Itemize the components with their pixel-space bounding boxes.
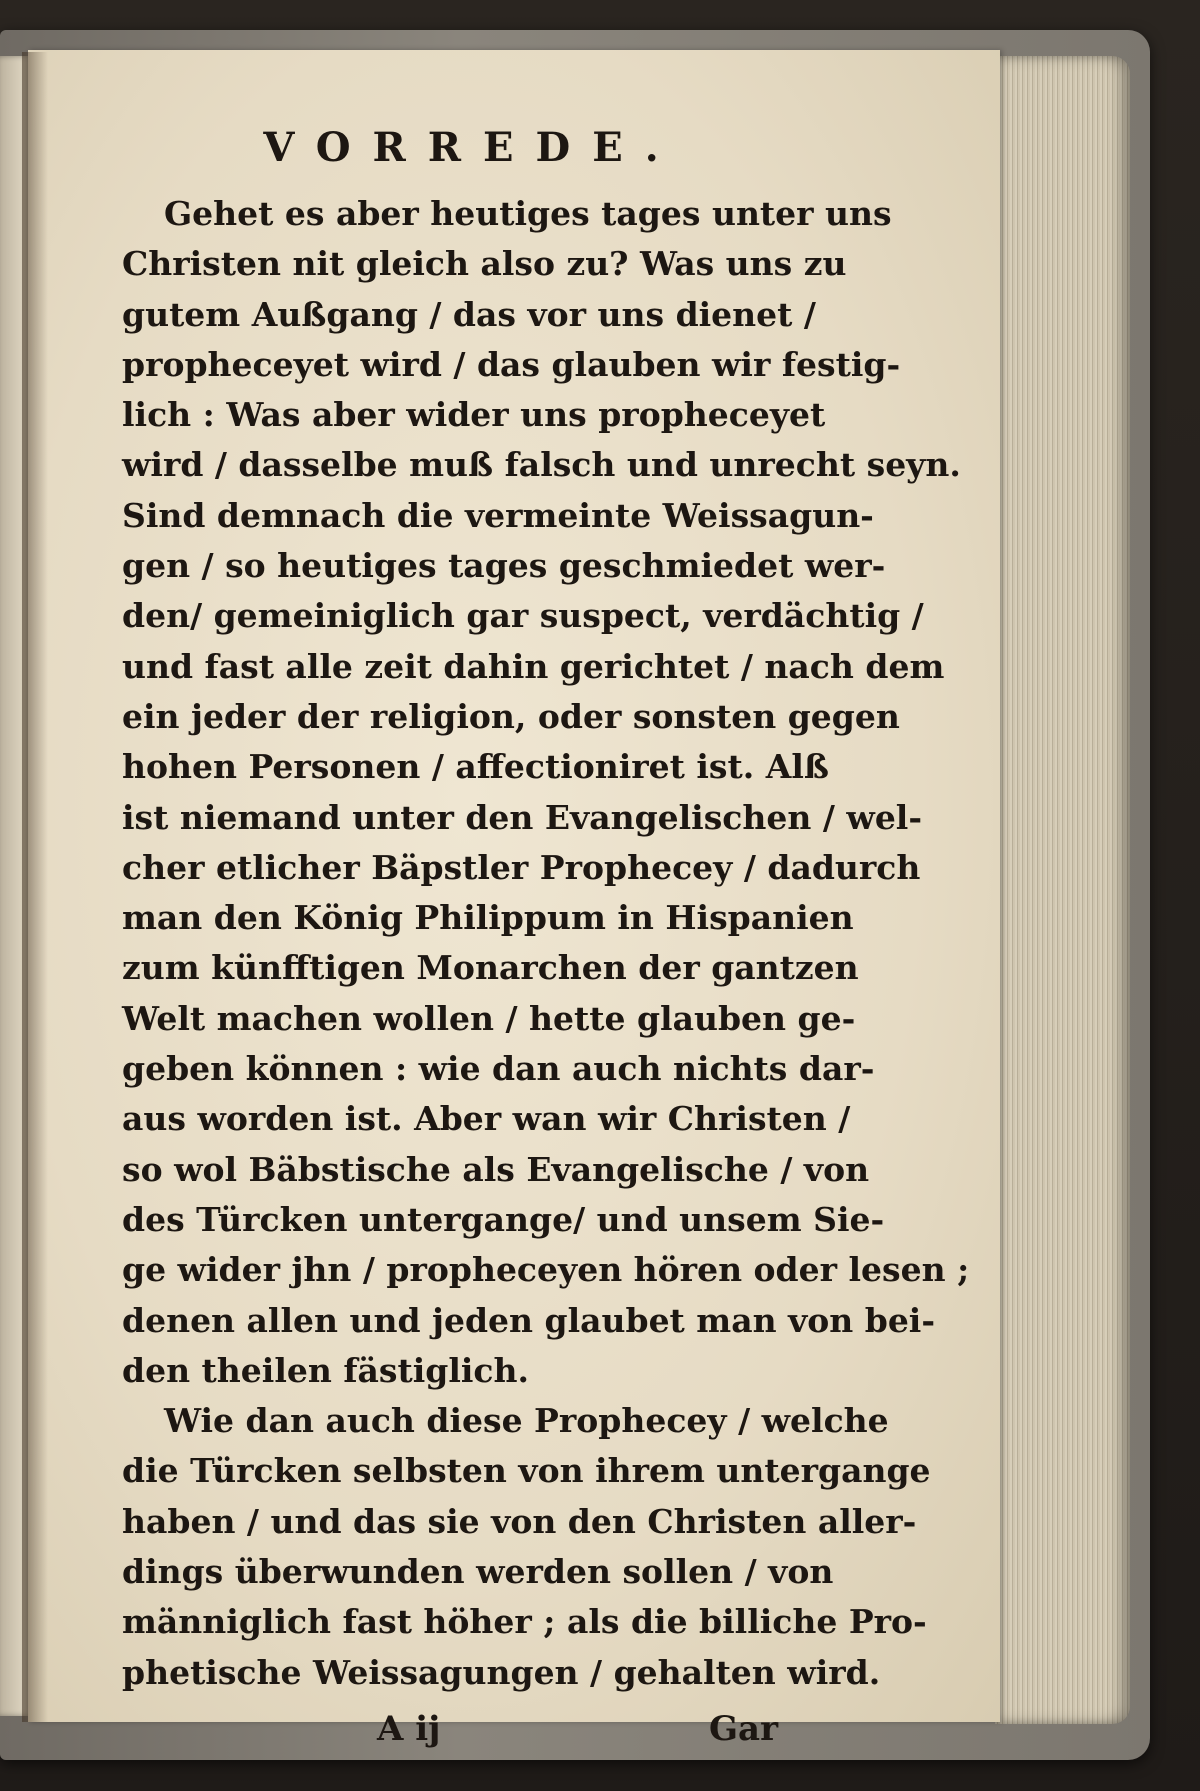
running-header: VORREDE.: [263, 124, 681, 171]
page-block-fore-edge: [995, 56, 1130, 1724]
text-line: und fast alle zeit dahin gerichtet / nach dem: [122, 646, 945, 686]
text-line: denen allen und jeden glaubet man von bei-: [122, 1300, 936, 1340]
text-line: hohen Personen / affectioniret ist. Alß: [122, 747, 829, 787]
text-line: so wol Bäbstische als Evangelische / von: [122, 1149, 870, 1189]
text-line: gutem Außgang / das vor uns dienet /: [122, 294, 816, 334]
text-line: man den König Philippum in Hispanien: [122, 898, 854, 938]
gutter-shadow: [22, 52, 48, 1722]
text-line: den/ gemeiniglich gar suspect, verdächtig /: [122, 596, 924, 636]
page-text: [122, 110, 970, 1754]
text-line: dings überwunden werden sollen / von: [122, 1552, 834, 1592]
text-line: propheceyet wird / das glauben wir festig-: [122, 344, 901, 384]
text-line: Wie dan auch diese Prophecey / welche: [164, 1401, 889, 1441]
text-line: gen / so heutiges tages geschmiedet wer-: [122, 546, 886, 586]
text-line: männiglich fast höher ; als die billiche Pro-: [122, 1602, 927, 1642]
text-line: den theilen fästiglich.: [122, 1350, 529, 1390]
signature-mark: A ij: [377, 1708, 441, 1749]
text-line: zum künfftigen Monarchen der gantzen: [122, 948, 859, 988]
paragraph-1: [122, 189, 970, 1396]
text-line: cher etlicher Bäpstler Prophecey / dadurch: [122, 847, 921, 887]
page-footer: [122, 1704, 782, 1754]
text-line: Welt machen wollen / hette glauben ge-: [122, 998, 856, 1038]
text-line: des Türcken untergange/ und unsem Sie-: [122, 1199, 885, 1239]
text-line: wird / dasselbe muß falsch und unrecht seyn.: [122, 445, 961, 485]
text-line: aus worden ist. Aber wan wir Christen /: [122, 1099, 851, 1139]
text-line: Sind demnach die vermeinte Weissagun-: [122, 495, 874, 535]
catchword: Gar: [709, 1708, 778, 1749]
text-line: phetische Weissagungen / gehalten wird.: [122, 1652, 881, 1692]
text-line: ist niemand unter den Evangelischen / wel-: [122, 797, 923, 837]
text-line: Gehet es aber heutiges tages unter uns: [164, 194, 892, 233]
text-line: Christen nit gleich also zu? Was uns zu: [122, 244, 847, 284]
text-line: geben können : wie dan auch nichts dar-: [122, 1049, 875, 1089]
text-line: ein jeder der religion, oder sonsten gegen: [122, 696, 900, 736]
text-line: ge wider jhn / propheceyen hören oder lesen ;: [122, 1250, 970, 1290]
paragraph-2: [122, 1396, 931, 1698]
text-line: haben / und das sie von den Christen aller-: [122, 1501, 917, 1541]
text-line: die Türcken selbsten von ihrem untergange: [122, 1451, 931, 1491]
text-line: lich : Was aber wider uns propheceyet: [122, 395, 826, 435]
